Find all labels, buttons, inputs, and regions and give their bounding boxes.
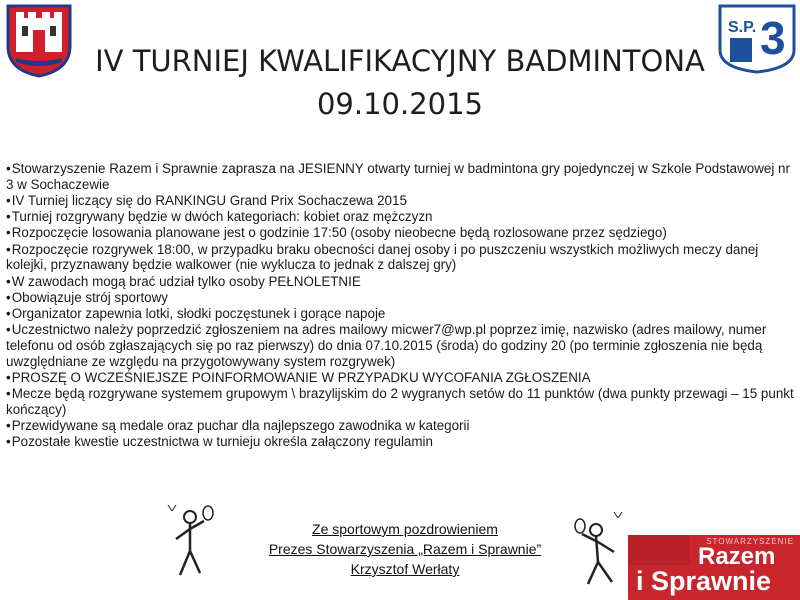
list-item: •Turniej rozgrywany będzie w dwóch kategoriach: kobiet oraz mężczyzn — [6, 209, 433, 225]
list-item: •IV Turniej liczący się do RANKINGU Grand Prix Sochaczewa 2015 — [6, 192, 407, 208]
list-item: •W zawodach mogą brać udział tylko osoby PEŁNOLETNIE — [6, 273, 361, 289]
greeting-line: Ze sportowym pozdrowieniem — [312, 521, 498, 537]
list-item: •Przewidywane są medale oraz puchar dla najlepszego zawodnika w kategorii — [6, 418, 470, 434]
signature-block — [220, 519, 590, 579]
sp3-label: S.P. — [728, 19, 757, 36]
razem-i-sprawnie-logo — [628, 535, 800, 600]
president-name: Krzysztof Werłaty — [350, 561, 460, 577]
list-item: •Stowarzyszenie Razem i Sprawnie zaprasza na JESIENNY otwarty turniej w badmintona gry pojedynczej w Szkole Podstawowej nr 3 w Sochaczewie — [6, 161, 790, 192]
logo-word-razem: Razem — [698, 543, 776, 570]
list-item: •Uczestnictwo należy poprzedzić zgłoszeniem na adres mailowy micwer7@wp.pl poprzez imię, nazwisko (adres mailowy, numer telefonu od osób zgłaszających się po raz pierwszy) do dnia 07.10.2015 (środa) do godziny 20 (po terminie zgłoszenia nie będą uwzględniane ze względu na przygotowywany system rozgrywek) — [6, 322, 767, 369]
page-title: IV TURNIEJ KWALIFIKACYJNY BADMINTONA — [95, 44, 705, 78]
logo-top-text: STOWARZYSZENIE — [706, 537, 794, 546]
list-item: •PROSZĘ O WCZEŚNIEJSZE POINFORMOWANIE W PRZYPADKU WYCOFANIA ZGŁOSZENIA — [6, 369, 591, 385]
event-date: 09.10.2015 — [316, 87, 484, 121]
list-item: •Mecze będą rozgrywane systemem grupowym \ brazylijskim do 2 wygranych setów do 11 punktów (dwa punkty przewagi – 15 punkt kończący) — [6, 386, 794, 417]
school-sp3-logo — [716, 2, 798, 74]
list-item: •Pozostałe kwestie uczestnictwa w turnieju określa załączony regulamin — [6, 434, 433, 450]
list-item: •Organizator zapewnia lotki, słodki poczęstunek i gorące napoje — [6, 306, 386, 322]
list-item: •Rozpoczęcie losowania planowane jest o godzinie 17:50 (osoby nieobecne będą rozlosowane przez sędziego) — [6, 225, 667, 241]
list-item: •Obowiązuje strój sportowy — [6, 289, 168, 305]
logo-accent-bar — [628, 535, 690, 565]
town-crest-logo — [2, 0, 76, 78]
svg-text:3: 3 — [760, 12, 786, 64]
president-title: Prezes Stowarzyszenia „Razem i Sprawnie” — [268, 541, 542, 557]
list-item: •Rozpoczęcie rozgrywek 18:00, w przypadku braku obecności danej osoby i po puszczeniu wszystkich możliwych meczy danej kolejki, przyznawany będzie walkower (nie wyklucza to jednak z dalszej gry) — [6, 241, 759, 273]
badminton-player-icon — [160, 503, 220, 583]
badminton-player-icon — [570, 512, 630, 590]
logo-word-sprawnie: i Sprawnie — [636, 566, 772, 596]
info-list — [6, 161, 796, 451]
